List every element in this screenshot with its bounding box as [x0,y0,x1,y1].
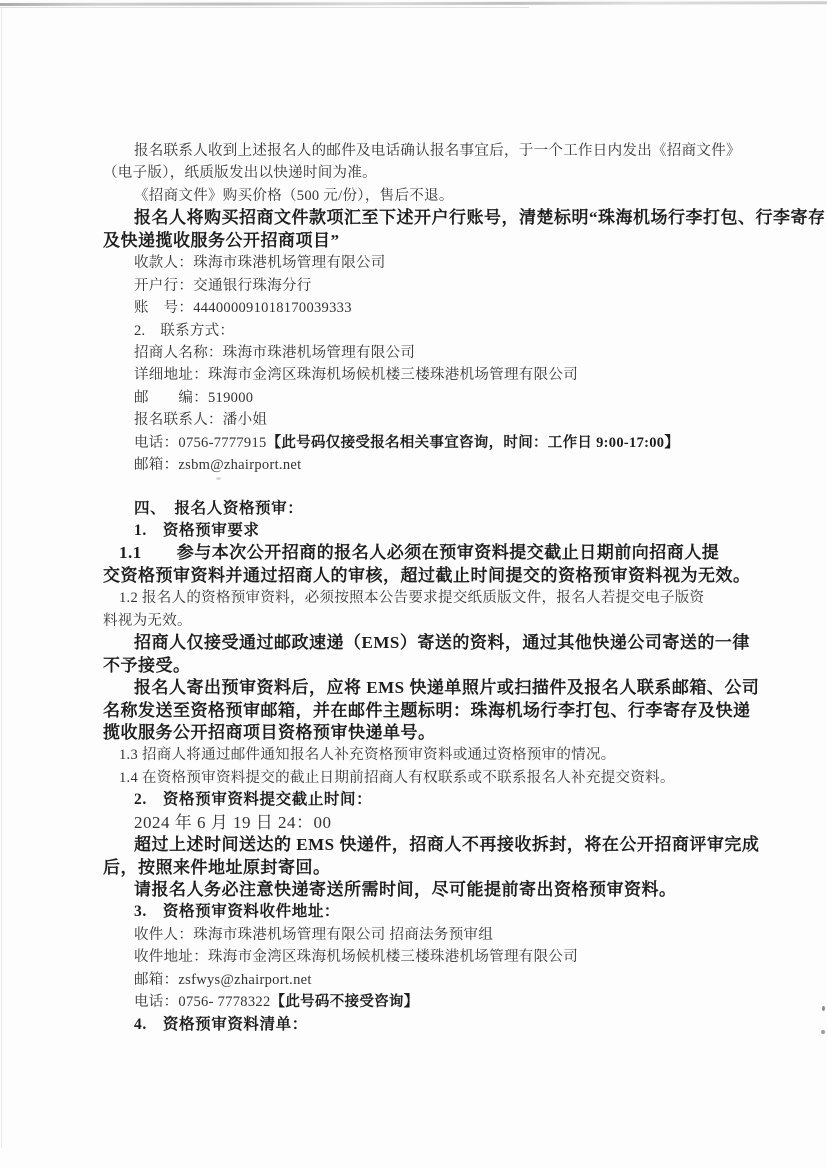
text-line [103,901,783,923]
text-run: 1.1 参与本次公开招商的报名人必须在预审资料提交截止日期前向招商人提 [119,543,720,563]
text-line [103,924,783,946]
text-run: 3. 资格预审资料收件地址： [134,903,341,921]
text-run: 请报名人务必注意快递寄送所需时间，尽可能提前寄出资格预审资料。 [134,880,677,899]
text-line [103,857,783,879]
text-line [103,610,783,632]
text-line [103,587,783,609]
text-line [103,342,783,364]
text-run: 1.4 在资格预审资料提交的截止日期前招商人有权联系或不联系报名人补充提交资料。 [119,769,675,786]
text-run: 招商人名称：珠海市珠港机场管理有限公司 [134,344,416,361]
text-line [103,275,783,297]
text-run: 【此号码不接受咨询】 [270,994,419,1011]
text-run: 报名人将购买招商文件款项汇至下述开户行账号，清楚标明“珠海机场行李打包、行李寄存 [134,208,826,228]
text-line [103,498,783,520]
text-run: 开户行：交通银行珠海分行 [134,277,312,294]
text-run: 料视为无效。 [103,612,192,629]
scan-speck [822,1006,825,1011]
text-line [103,185,783,207]
text-line [103,230,783,252]
text-run: 收款人：珠海市珠港机场管理有限公司 [134,255,386,272]
text-run: 2024 年 6 月 19 日 24：00 [134,812,332,832]
text-line [103,879,783,901]
text-line [103,252,783,274]
text-run: 报名联系人：潘小姐 [134,412,268,429]
text-run: 4. 资格预审资料清单： [134,1015,308,1033]
text-line [103,454,783,476]
text-line [103,834,783,856]
text-run: 《招商文件》购买价格（500 元/份），售后不退。 [134,187,454,204]
text-run: 四、 报名人资格预审： [134,499,304,517]
text-run: 及快递揽收服务公开招商项目” [103,230,340,250]
text-run: 后，按照来件地址原封寄回。 [103,857,331,877]
text-line [103,700,783,722]
text-run: 招商人仅接受通过邮政速递（EMS）寄送的资料，通过其他快递公司寄送的一律 [134,633,750,653]
text-run: 不予接受。 [103,655,191,675]
text-line [103,677,783,699]
text-line [103,991,783,1013]
document-body [103,140,826,1036]
text-run: 报名人寄出预审资料后，应将 EMS 快递单照片或扫描件及报名人联系邮箱、公司 [134,678,760,698]
text-line [103,565,783,587]
text-line [103,409,783,431]
text-line [103,140,783,162]
text-line [103,542,783,564]
text-run: 1. 资格预审要求 [134,522,260,539]
text-run: 详细地址：珠海市金湾区珠海机场候机楼三楼珠港机场管理有限公司 [134,367,578,384]
text-line [103,387,783,409]
scan-edge-left-artifact [1,8,2,1148]
scan-speck [821,1030,825,1034]
text-run: 邮 编：519000 [134,389,254,406]
text-run: 1.2 报名人的资格预审资料，必须按照本公告要求提交纸质版文件，报名人若提交电子版资 [119,590,705,607]
text-line [103,744,783,766]
text-line [103,767,783,789]
text-run: 电话：0756-7777915 [134,434,267,451]
text-line [103,969,783,991]
text-line [103,162,783,184]
text-line [103,1014,783,1036]
text-line [103,812,783,834]
text-run: 名称发送至资格预审邮箱，并在邮件主题标明：珠海机场行李打包、行李寄存及快递 [103,700,751,720]
text-line [103,520,783,542]
text-run: 收件地址：珠海市金湾区珠海机场候机楼三楼珠港机场管理有限公司 [134,949,578,966]
text-run: 超过上述时间送达的 EMS 快递件，招商人不再接收拆封，将在公开招商评审完成 [134,835,760,855]
text-run: 1.3 招商人将通过邮件通知报名人补充资格预审资料或通过资格预审的情况。 [119,747,616,764]
text-line [103,632,783,654]
text-line [103,364,783,386]
text-line [103,789,783,811]
scan-edge-top-artifact-2 [0,7,529,8]
text-line [103,297,783,319]
text-run: 账 号：444000091018170039333 [134,300,352,317]
text-run: 邮箱：zsfwys@zhairport.net [134,971,312,988]
text-run: 【此号码仅接受报名相关事宜咨询，时间：工作日 9:00-17:00】 [266,434,680,451]
text-run: 电话：0756- 7778322 [134,994,271,1011]
text-run: 收件人：珠海市珠港机场管理有限公司 招商法务预审组 [134,926,494,943]
text-line [103,655,783,677]
text-line [103,722,783,744]
text-line [103,207,826,229]
text-run: 揽收服务公开招商项目资格预审快递单号。 [103,722,436,742]
text-run: 邮箱：zsbm@zhairport.net [134,457,302,474]
text-run: （电子版），纸质版发出以快递时间为准。 [103,165,377,182]
text-line [103,432,783,454]
scan-edge-top-artifact [0,1,827,6]
text-run: 交资格预审资料并通过招商人的审核，超过截止时间提交的资格预审资料视为无效。 [103,565,751,585]
text-line [103,946,783,968]
text-run: 报名联系人收到上述报名人的邮件及电话确认报名事宜后，于一个工作日内发出《招商文件》 [134,143,741,159]
text-line [103,320,783,342]
text-run: 2. 资格预审资料提交截止时间： [134,791,373,809]
text-run: 2. 联系方式： [134,322,235,339]
